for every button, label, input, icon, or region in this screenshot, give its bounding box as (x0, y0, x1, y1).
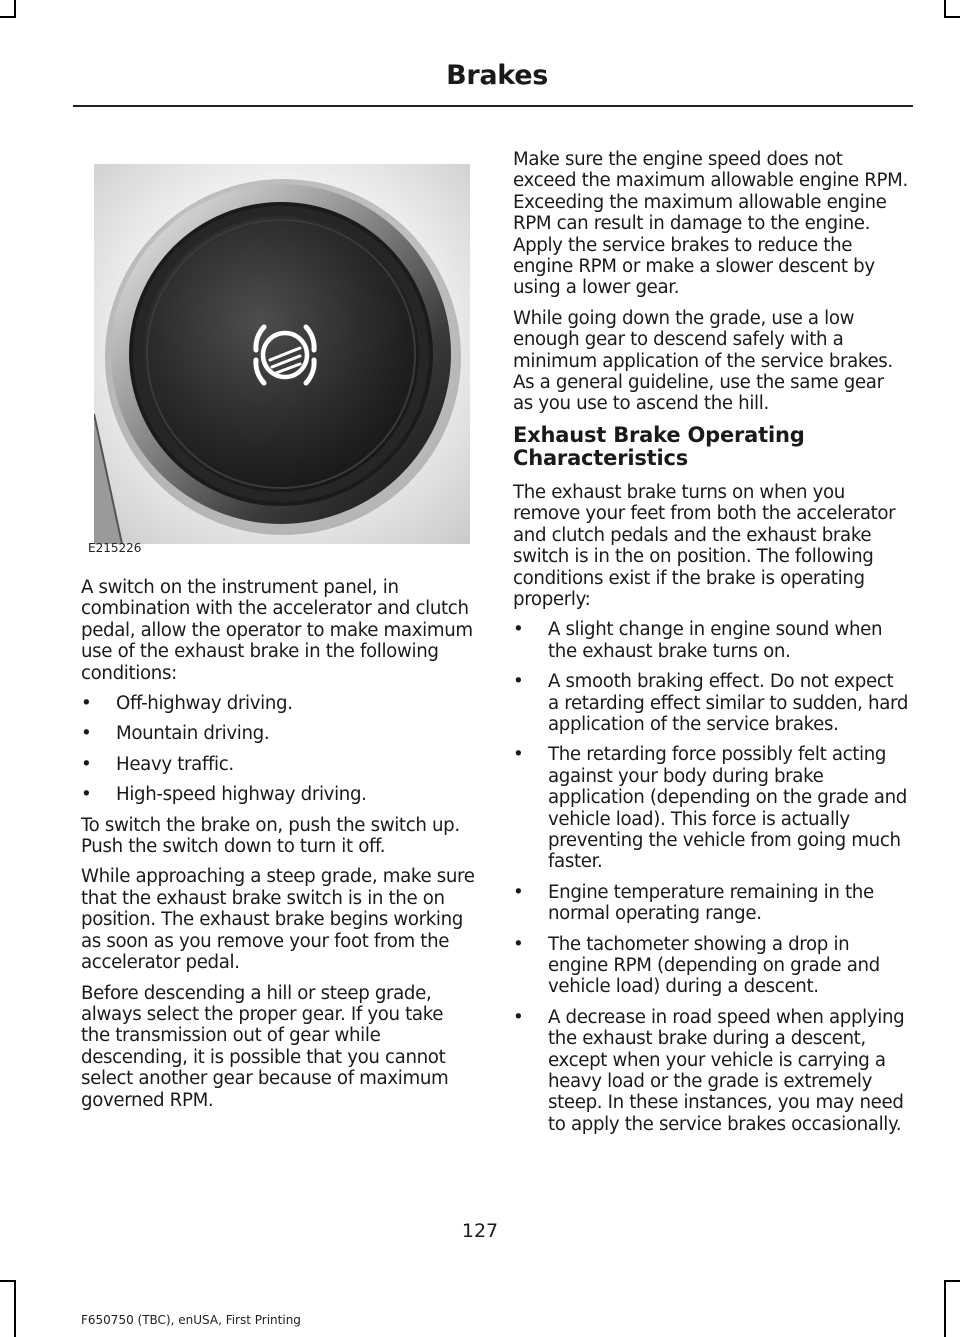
page-number: 127 (461, 1220, 499, 1242)
figure-id: E215226 (88, 541, 142, 555)
list-item: • A slight change in engine sound when the exhaust brake turns on. (513, 619, 909, 662)
list-item: • The tachometer showing a drop in engine RPM (depending on grade and vehicle load) during a descent. (513, 934, 909, 998)
list-item: • A decrease in road speed when applying the exhaust brake during a descent, except when your vehicle is carrying a heavy load or the grade is extremely steep. In these instances, you may need to apply the service brakes occasionally. (513, 1007, 909, 1135)
crop-mark-bottom-right (944, 1280, 946, 1337)
characteristics-paragraph: The exhaust brake turns on when you remove your feet from both the accelerator and clutch pedals and the exhaust brake switch is in the on position. The following conditions exist if the brake is operating properly: (513, 481, 896, 610)
left-column (81, 577, 476, 1120)
rpm-paragraph: Make sure the engine speed does not exceed the maximum allowable engine RPM. Exceeding the maximum allowable engine RPM can result in damage to the engine. Apply the service brakes to reduce the engine RPM or make a slower descent by using a lower gear. (513, 149, 908, 299)
exhaust-brake-switch-illustration (94, 164, 470, 544)
section-heading: Exhaust Brake Operating Characteristics (513, 422, 805, 470)
crop-mark-top-right-h (944, 16, 960, 18)
crop-mark-top-left-h (0, 16, 16, 18)
gear-paragraph: Before descending a hill or steep grade, always select the proper gear. If you take the transmission out of gear while descending, it is possible that you cannot select another gear because of maximum governed RPM. (81, 982, 449, 1111)
list-item: • The retarding force possibly felt acting against your body during brake application (depending on the grade and vehicle load). This force is actually preventing the vehicle from going much faster. (513, 744, 909, 872)
list-item: • A smooth braking effect. Do not expect a retarding effect similar to sudden, hard application of the service brakes. (513, 671, 909, 735)
list-item: • Mountain driving. (81, 723, 476, 744)
header-rule (73, 105, 913, 107)
switch-paragraph: To switch the brake on, push the switch up. Push the switch down to turn it off. (81, 814, 460, 858)
approach-paragraph: While approaching a steep grade, make sure that the exhaust brake switch is in the on position. The exhaust brake begins working as soon as you remove your foot from the accelerator pedal. (81, 866, 475, 974)
list-item: • Off-highway driving. (81, 693, 476, 714)
list-item: • Engine temperature remaining in the normal operating range. (513, 882, 909, 925)
list-item: • Heavy traffic. (81, 754, 476, 775)
conditions-list (81, 693, 476, 806)
footer-text: F650750 (TBC), enUSA, First Printing (81, 1313, 301, 1327)
right-column (513, 149, 909, 1144)
section-title: Brakes (446, 60, 548, 91)
characteristics-list (513, 619, 909, 1135)
crop-mark-bottom-right-h (944, 1280, 960, 1282)
list-item: • High-speed highway driving. (81, 784, 476, 805)
crop-mark-bottom-left-h (0, 1280, 16, 1282)
descent-paragraph: While going down the grade, use a low enough gear to descend safely with a minimum application of the service brakes. As a general guideline, use the same gear as you use to ascend the hill. (513, 307, 893, 415)
crop-mark-bottom-left (14, 1280, 16, 1337)
exhaust-brake-switch-figure (94, 164, 470, 544)
intro-paragraph: A switch on the instrument panel, in combination with the accelerator and clutch pedal, allow the operator to make maximum use of the exhaust brake in the following conditions: (81, 577, 473, 684)
